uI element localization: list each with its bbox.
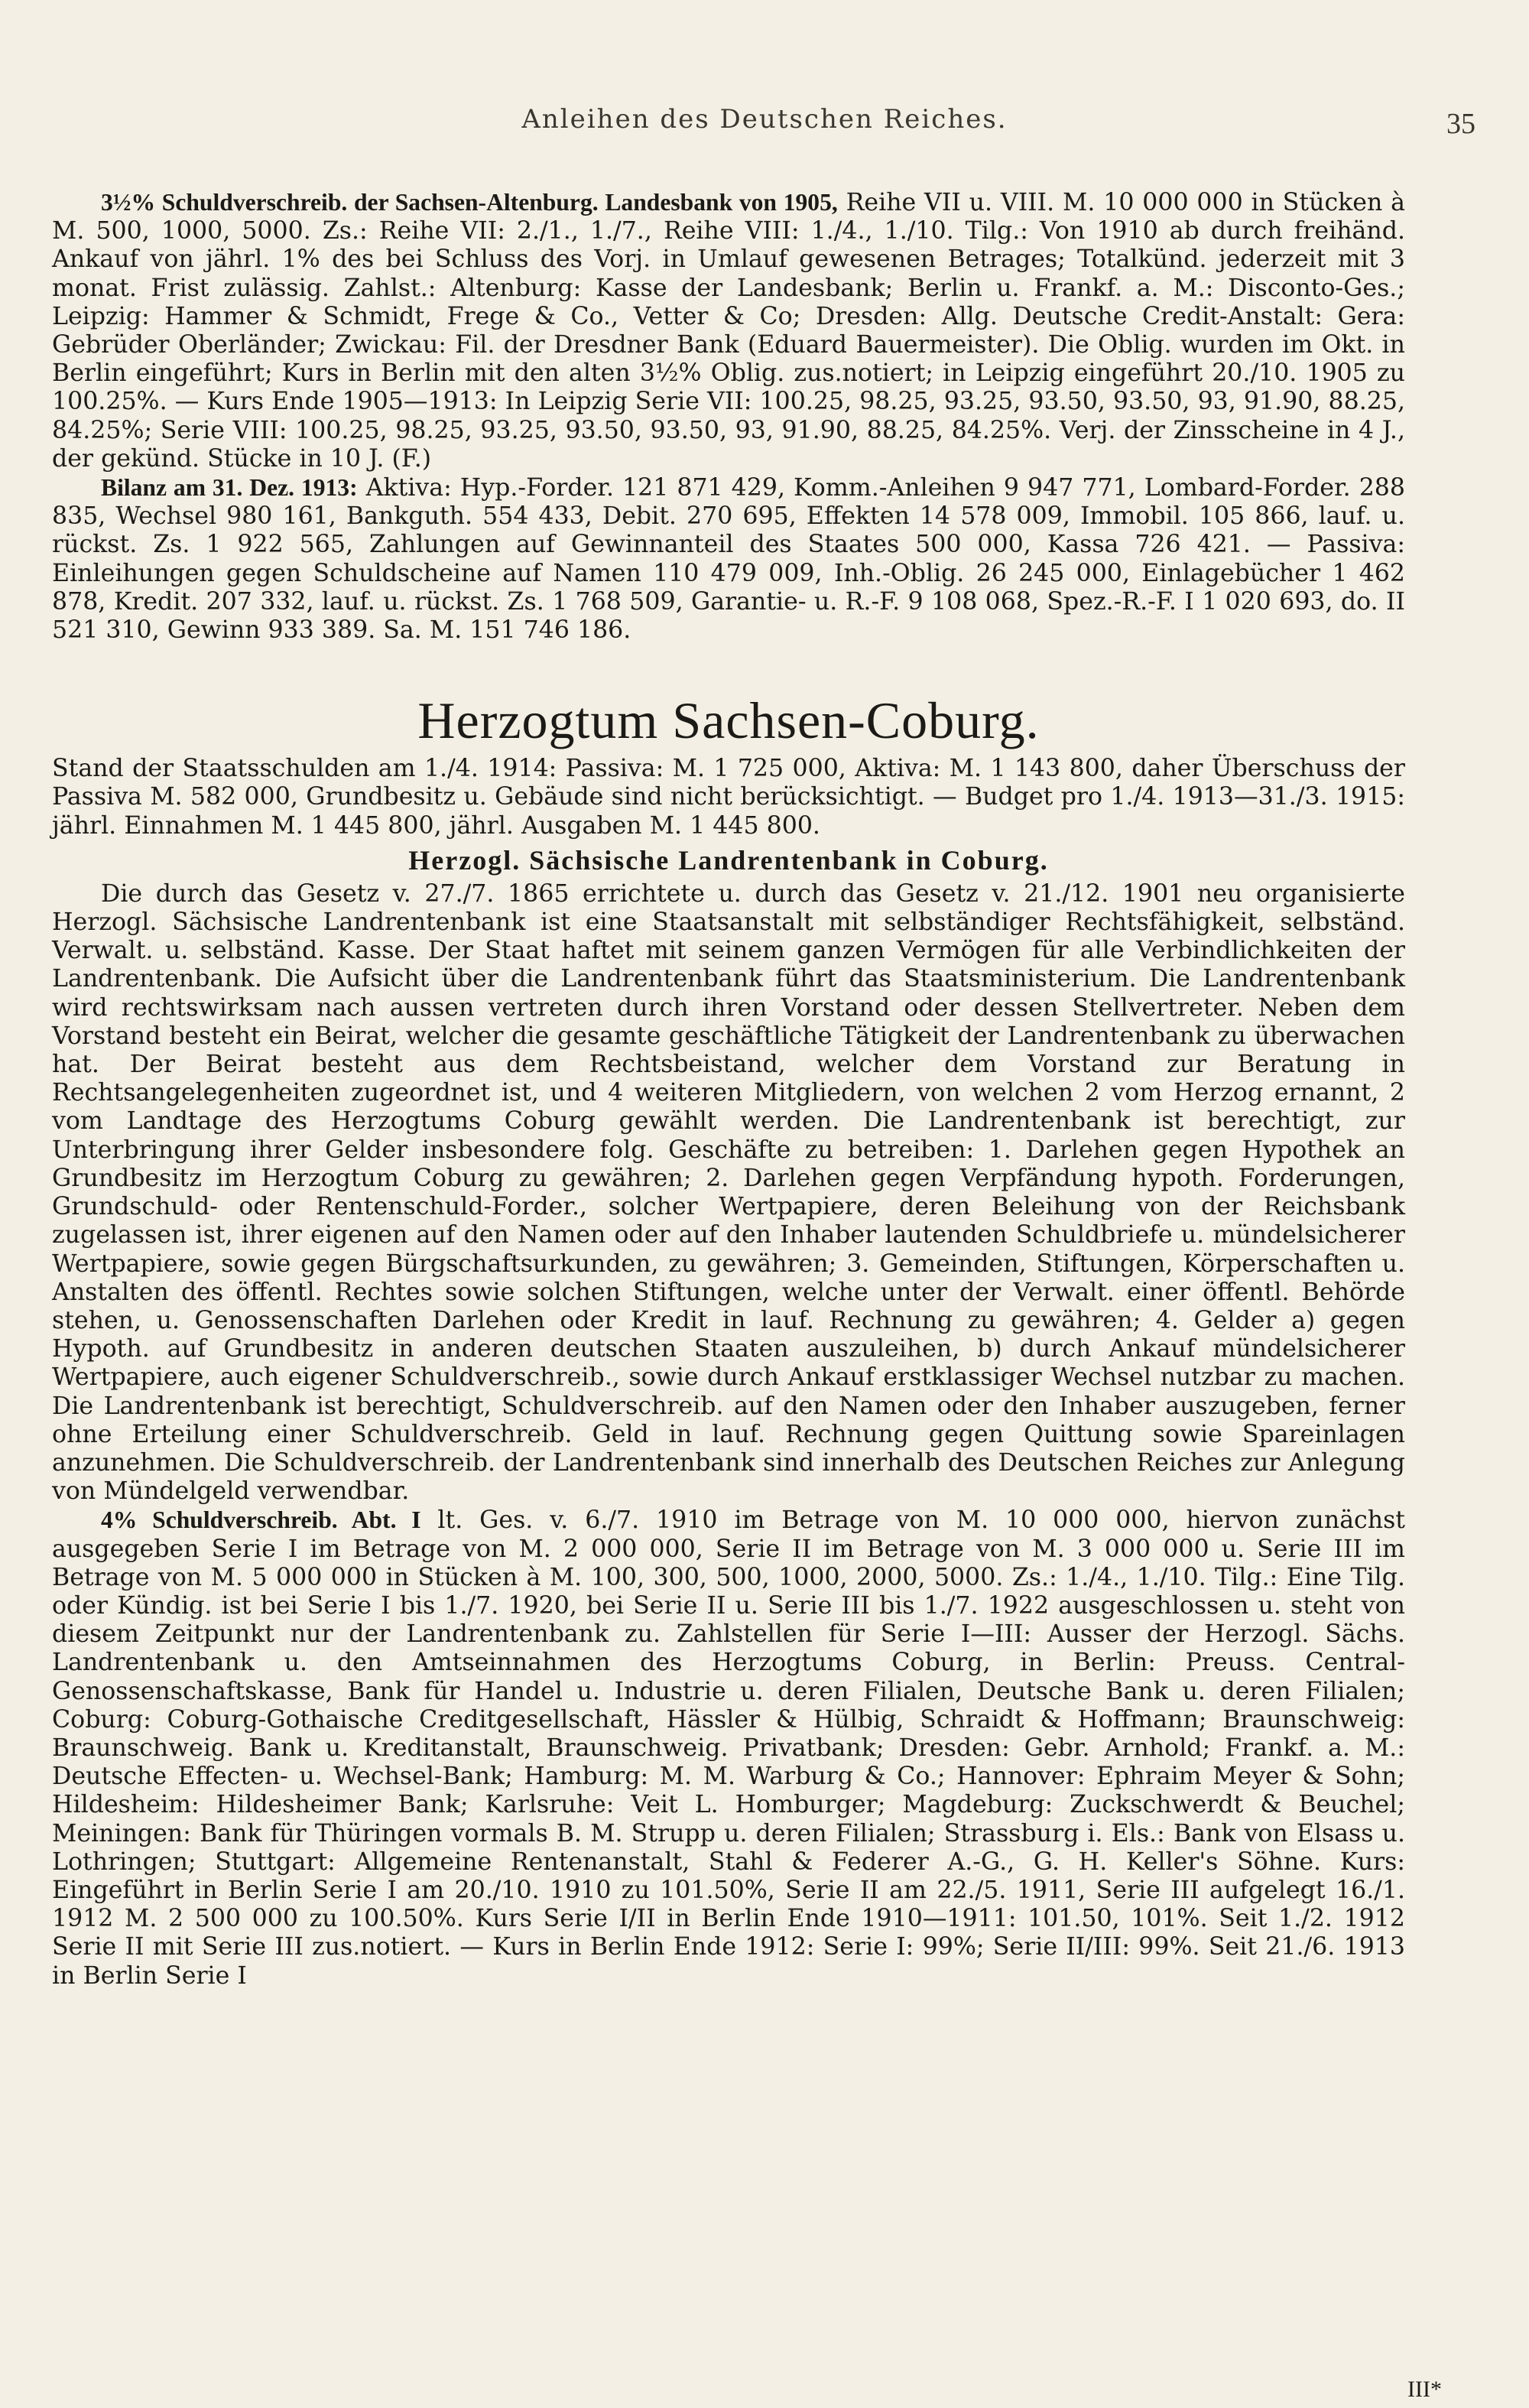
bank-title: Herzogl. Sächsische Landrentenbank in Coburg. — [408, 844, 1049, 876]
altenburg-bilanz — [52, 473, 1405, 645]
altenburg-title: 3½% Schuldverschreib. der Sachsen-Altenburg. Landesbank von 1905, — [101, 189, 838, 216]
bilanz-label: Bilanz am 31. Dez. 1913: — [101, 474, 358, 502]
coburg-stand: Stand der Staatsschulden am 1./4. 1914: Passiva: M. 1 725 000, Aktiva: M. 1 143 800, daher Überschuss der Passiva M. 582 000, Grundbesitz u. Gebäude sind nicht berücksichtigt. — Budget pro 1./4. 1913—31./3. 1915: jährl. Einnahmen M. 1 445 800, jährl. Ausgaben M. 1 445 800. — [52, 755, 1405, 840]
bilanz-body: Aktiva: Hyp.-Forder. 121 871 429, Komm.-Anleihen 9 947 771, Lombard-Forder. 288 835, Wechsel 980 161, Bankguth. 554 433, Debit. 270 695, Effekten 14 578 009, Immobil. 105 866, lauf. u. rückst. Zs. 1 922 565, Zahlungen auf Gewinnanteil des Staates 500 000, Kassa 726 421. — Passiva: Einleihungen gegen Schuldscheine auf Namen 110 479 009, Inh.-Oblig. 26 245 000, Einlagebücher 1 462 878, Kredit. 207 332, lauf. u. rückst. Zs. 1 768 509, Garantie- u. R.-F. 9 108 068, Spez.-R.-F. I 1 020 693, do. II 521 310, Gewinn 933 389. Sa. M. 151 746 186. — [52, 474, 1405, 645]
abt-entry — [52, 1506, 1405, 1990]
page-number: 35 — [1446, 108, 1475, 140]
catchword: III* — [1407, 2377, 1442, 2402]
bank-description: Die durch das Gesetz v. 27./7. 1865 errichtete u. durch das Gesetz v. 21./12. 1901 neu organisierte Herzogl. Sächsische Landrentenbank ist eine Staatsanstalt mit selbständiger Rechtsfähigkeit, selbständ. Verwalt. u. selbständ. Kasse. Der Staat haftet mit seinem ganzen Vermögen für alle Verbindlichkeiten der Landrentenbank. Die Aufsicht über die Landrentenbank führt das Staatsministerium. Die Landrentenbank wird rechtswirksam nach aussen vertreten durch ihren Vorstand oder dessen Stellvertreter. Neben dem Vorstand besteht ein Beirat, welcher die gesamte geschäftliche Tätigkeit der Landrentenbank zu überwachen hat. Der Beirat besteht aus dem Rechtsbeistand, welcher dem Vorstand zur Beratung in Rechtsangelegenheiten zugeordnet ist, und 4 weiteren Mitgliedern, von welchen 2 vom Herzog ernannt, 2 vom Landtage des Herzogtums Coburg gewählt werden. Die Landrentenbank ist berechtigt, zur Unterbringung ihrer Gelder insbesondere folg. Geschäfte zu betreiben: 1. Darlehen gegen Hypothek an Grundbesitz im Herzogtum Coburg zu gewähren; 2. Darlehen gegen Verpfändung hypoth. Forderungen, Grundschuld- oder Rentenschuld-Forder., solcher Wertpapiere, deren Beleihung von der Reichsbank zugelassen ist, ihrer eigenen auf den Namen oder auf den Inhaber lautenden Schuldbriefe u. mündelsicherer Wertpapiere, sowie gegen Bürgschaftsurkunden, zu gewähren; 3. Gemeinden, Stiftungen, Körperschaften u. Anstalten des öffentl. Rechtes sowie solchen Stiftungen, welche unter der Verwalt. einer öffentl. Behörde stehen, u. Genossenschaften Darlehen oder Kredit in lauf. Rechnung zu gewähren; 4. Gelder a) gegen Hypoth. auf Grundbesitz in anderen deutschen Staaten auszuleihen, b) durch Ankauf mündelsicherer Wertpapiere, auch eigener Schuldverschreib., sowie durch Ankauf erstklassiger Wechsel nutzbar zu machen. Die Landrentenbank ist berechtigt, Schuldverschreib. auf den Namen oder den Inhaber auszugeben, ferner ohne Erteilung einer Schuldverschreib. Geld in lauf. Rechnung gegen Quittung sowie Spareinlagen anzunehmen. Die Schuldverschreib. der Landrentenbank sind innerhalb des Deutschen Reiches zur Anlegung von Mündelgeld verwendbar. — [52, 879, 1405, 1506]
altenburg-entry — [52, 188, 1405, 473]
altenburg-body: Reihe VII u. VIII. M. 10 000 000 in Stücken à M. 500, 1000, 5000. Zs.: Reihe VII: 2./1., 1./7., Reihe VIII: 1./4., 1./10. Tilg.: Von 1910 ab durch freihänd. Ankauf von jährl. 1% des bei Schluss des Vorj. in Umlauf gewesenen Betrages; Totalkünd. jederzeit mit 3 monat. Frist zulässig. Zahlst.: Altenburg: Kasse der Landesbank; Berlin u. Frankf. a. M.: Disconto-Ges.; Leipzig: Hammer & Schmidt, Frege & Co., Vetter & Co; Dresden: Allg. Deutsche Credit-Anstalt: Gera: Gebrüder Oberländer; Zwickau: Fil. der Dresdner Bank (Eduard Bauermeister). Die Oblig. wurden im Okt. in Berlin eingeführt; Kurs in Berlin mit den alten 3½% Oblig. zus.notiert; in Leipzig eingeführt 20./10. 1905 zu 100.25%. — Kurs Ende 1905—1913: In Leipzig Serie VII: 100.25, 98.25, 93.25, 93.50, 93.50, 93, 91.90, 88.25, 84.25%; Serie VIII: 100.25, 98.25, 93.25, 93.50, 93.50, 93, 91.90, 88.25, 84.25%. Verj. der Zinsscheine in 4 J., der gekünd. Stücke in 10 J. (F.) — [52, 189, 1405, 473]
running-head: Anleihen des Deutschen Reiches. — [521, 104, 1008, 135]
abt-title: 4% Schuldverschreib. Abt. I — [101, 1506, 421, 1534]
section-title: Herzogtum Sachsen-Coburg. — [417, 691, 1040, 750]
abt-body: lt. Ges. v. 6./7. 1910 im Betrage von M. 10 000 000, hiervon zunächst ausgegeben Serie I im Betrage von M. 2 000 000, Serie II im Betrage von M. 3 000 000 u. Serie III im Betrage von M. 5 000 000 in Stücken à M. 100, 300, 500, 1000, 2000, 5000. Zs.: 1./4., 1./10. Tilg.: Eine Tilg. oder Kündig. ist bei Serie I bis 1./7. 1920, bei Serie II u. Serie III bis 1./7. 1922 ausgeschlossen u. steht von diesem Zeitpunkt nur der Landrentenbank zu. Zahlstellen für Serie I—III: Ausser der Herzogl. Sächs. Landrentenbank u. den Amtseinnahmen des Herzogtums Coburg, in Berlin: Preuss. Central-Genossenschaftskasse, Bank für Handel u. Industrie u. deren Filialen, Deutsche Bank u. deren Filialen; Coburg: Coburg-Gothaische Creditgesellschaft, Hässler & Hülbig, Schraidt & Hoffmann; Braunschweig: Braunschweig. Bank u. Kreditanstalt, Braunschweig. Privatbank; Dresden: Gebr. Arnhold; Frankf. a. M.: Deutsche Effecten- u. Wechsel-Bank; Hamburg: M. M. Warburg & Co.; Hannover: Ephraim Meyer & Sohn; Hildesheim: Hildesheimer Bank; Karlsruhe: Veit L. Homburger; Magdeburg: Zuckschwerdt & Beuchel; Meiningen: Bank für Thüringen vormals B. M. Strupp u. deren Filialen; Strassburg i. Els.: Bank von Elsass u. Lothringen; Stuttgart: Allgemeine Rentenanstalt, Stahl & Federer A.-G., G. H. Keller's Söhne. Kurs: Eingeführt in Berlin Serie I am 20./10. 1910 zu 101.50%, Serie II am 22./5. 1911, Serie III aufgelegt 16./1. 1912 M. 2 500 000 zu 100.50%. Kurs Serie I/II in Berlin Ende 1910—1911: 101.50, 101%. Seit 1./2. 1912 Serie II mit Serie III zus.notiert. — Kurs in Berlin Ende 1912: Serie I: 99%; Serie II/III: 99%. Seit 21./6. 1913 in Berlin Serie I — [52, 1506, 1406, 1990]
page-content — [52, 188, 1405, 1990]
